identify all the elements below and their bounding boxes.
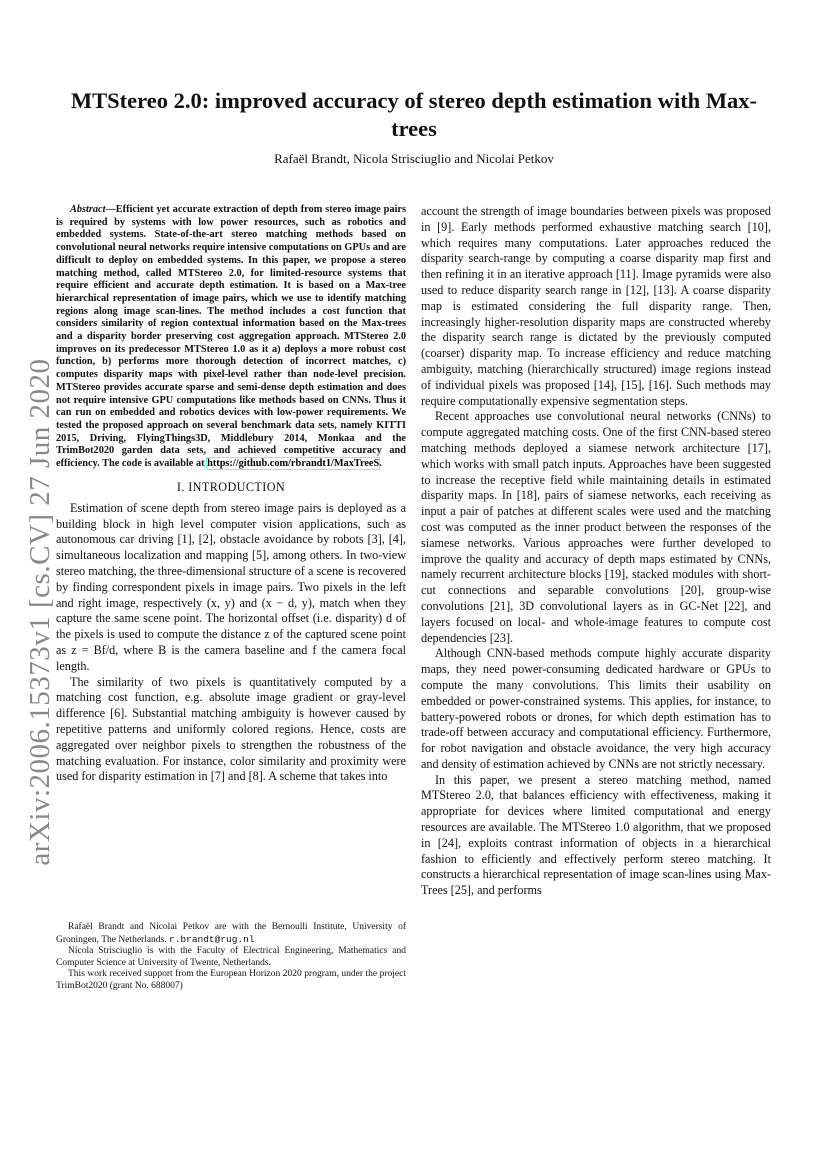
intro-paragraph-4: Recent approaches use convolutional neural networks (CNNs) to compute aggregated matching costs. One of the first CNN-based stereo matching methods deployed a siamese network architecture [17], which works with small patch inputs. Approaches have been suggested to increase the receptive field while maintaining details in estimated disparity maps. In [18], pairs of siamese networks, each receiving as input a pair of patches at different scales were used and the matching cost was computed as the inner product between the responses of the siamese networks. Various approaches were further developed to improve the quality and accuracy of depth maps estimated by CNNs, namely recurrent architecture blocks [19], stacked modules with short-cut connections and separable convolutions [20], group-wise convolutions [21], 3D convolutional layers as in GC-Net [22], and layers focused on local- and whole-image features to compute cost dependencies [23]. bbox=[421, 409, 771, 645]
section-heading-introduction: I. INTRODUCTION bbox=[176, 479, 286, 494]
intro-paragraph-2: The similarity of two pixels is quantitatively computed by a matching cost function, e.g. absolute image gradient or gray-level difference [6]. Substantial matching ambiguity is however caused by repetitive patterns and uniformly colored regions. Hence, costs are aggregated over neighbor pixels to strengthen the robustness of the matching evaluation. For instance, color similarity and proximity were used for disparity estimation in [7] and [8]. A scheme that takes into bbox=[56, 674, 406, 784]
paper-title: MTStereo 2.0: improved accuracy of stereo depth estimation with Max-trees bbox=[70, 88, 758, 142]
footnote-affiliation-1 bbox=[56, 922, 406, 946]
author-email[interactable]: r.brandt@rug.nl bbox=[169, 933, 255, 945]
arxiv-sidebar-identifier: arXiv:2006.15373v1 [cs.CV] 27 Jun 2020 bbox=[24, 358, 56, 866]
footnote-affiliation-2: Nicola Strisciuglio is with the Faculty of Electrical Engineering, Mathematics and Computer Science at University of Twente, Netherlands. bbox=[56, 946, 406, 968]
paper-authors: Rafaël Brandt, Nicola Strisciuglio and Nicolai Petkov bbox=[274, 151, 554, 166]
right-column bbox=[421, 204, 771, 899]
intro-paragraph-6: In this paper, we present a stereo matching method, named MTStereo 2.0, that balances efficiency with effectiveness, making it appropriate for devices where limited computational and energy resources are available. The MTStereo 1.0 algorithm, that we proposed in [24], exploits contrast information of objects in a hierarchical fashion to efficiently and effectively perform stereo matching. It constructs a hierarchical representation of image scan-lines using Max-Trees [25], and performs bbox=[421, 772, 771, 898]
code-repository-link[interactable]: https://github.com/rbrandt1/MaxTreeS bbox=[207, 458, 380, 470]
footnotes bbox=[56, 922, 406, 993]
intro-paragraph-3: account the strength of image boundaries between pixels was proposed in [9]. Early methods performed exhaustive matching search [10], which requires many computations. Later approaches reduced the disparity search-range by computing a coarse disparity map first and then refining it in an iterative approach [11]. Image pyramids were also used to reduce disparity search range in [12], [13]. A coarse disparity map is estimated considering the full disparity range. Then, increasingly higher-resolution disparity maps are constructed whereby the disparity search range is dictated by the previously computed (coarser) disparity map. To increase efficiency and reduce matching ambiguity, matching (hierarchically structured) image regions instead of individual pixels was proposed [14], [15], [16]. Such methods may require computationally expensive segmentation steps. bbox=[421, 204, 771, 408]
abstract-lead: Abstract bbox=[70, 204, 106, 215]
abstract-text: —Efficient yet accurate extraction of depth from stereo image pairs is required by systems with low power resources, such as robotics and embedded systems. State-of-the-art stereo matching methods based on convolutional neural networks require intensive computations on GPUs and are difficult to deploy on embedded systems. In this paper, we propose a stereo matching method, called MTStereo 2.0, for limited-resource systems that require efficient and accurate depth estimation. It is based on a Max-tree hierarchical representation of image pairs, which we use to identify matching regions along image scan-lines. The method includes a cost function that considers similarity of region contextual information based on the Max-trees and a disparity border preserving cost aggregation approach. MTStereo 2.0 improves on its predecessor MTStereo 1.0 as it a) deploys a more robust cost function, b) performs more thorough detection of incorrect matches, c) computes disparity maps with pixel-level rather than node-level precision. MTStereo provides accurate sparse and semi-dense depth estimation and does not require intensive GPU computations like methods based on CNNs. Thus it can run on embedded and robotics devices with low-power requirements. We tested the proposed approach on several benchmark data sets, namely KITTI 2015, Driving, FlyingThings3D, Middlebury 2014, Monkaa and the TrimBot2020 garden data sets, and achieved competitive accuracy and efficiency. The code is available at bbox=[56, 204, 406, 470]
abstract bbox=[56, 204, 406, 471]
intro-paragraph-5: Although CNN-based methods compute highly accurate disparity maps, they need power-consuming dedicated hardware or GPUs to compute the many convolutions. This limits their usability on embedded or power-constrained systems. This applies, for instance, to battery-powered robots or drones, for which depth estimation has to trade-off between accuracy and computational efficiency. Furthermore, for robot navigation and obstacle avoidance, the very high accuracy and density of estimation achieved by CNNs are not strictly necessary. bbox=[421, 646, 771, 771]
abstract-end: . bbox=[379, 458, 382, 470]
left-column bbox=[56, 204, 406, 785]
footnote-affiliation-1-text: Rafaël Brandt and Nicolai Petkov are with the Bernoulli Institute, University of Groningen, The Netherlands. bbox=[56, 922, 406, 945]
intro-paragraph-1: Estimation of scene depth from stereo image pairs is deployed as a building block in high level computer vision applications, such as autonomous car driving [1], [2], obstacle avoidance by robots [3], [4], simultaneous localization and mapping [5], among others. In two-view stereo matching, the three-dimensional structure of a scene is recovered by finding correspondent pixels in image pairs. Two pixels in the left and right image, respectively (x, y) and (x − d, y), match when they capture the same scene point. The horizontal offset (i.e. disparity) d of the pixels is used to compute the distance z of the captured scene point as z = Bf/d, where B is the camera baseline and f the camera focal length. bbox=[56, 500, 406, 673]
footnote-funding: This work received support from the European Horizon 2020 program, under the project TrimBot2020 (grant No. 688007) bbox=[56, 969, 406, 991]
